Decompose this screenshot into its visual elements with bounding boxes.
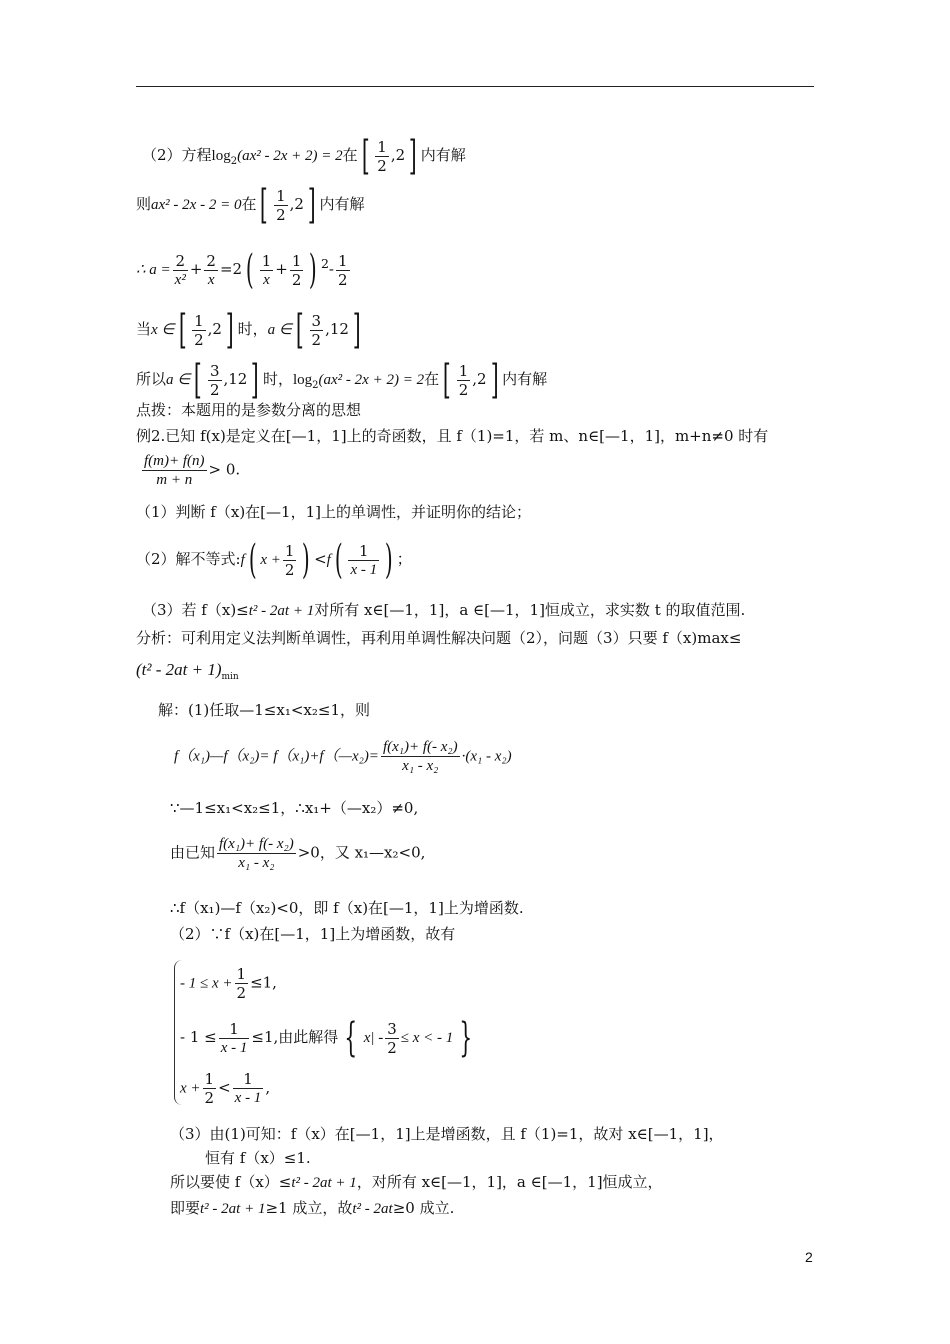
system-row-1: - 1 ≤ x + $\frac{1}{2}$ ≤1,: [180, 965, 277, 1002]
line-final: 即要t² - 2at + 1≥1 成立，故t² - 2at≥0 成立.: [170, 1199, 455, 1217]
line-min-expression: $(t^2 - 2at + 1)_{min}$: [136, 660, 239, 682]
line-because: ∵—1≤x₁<x₂≤1，∴x₁+（—x₂）≠0,: [170, 799, 419, 817]
hint-text: 点拨：本题用的是参数分离的思想: [136, 401, 362, 419]
line-therefore-increasing: ∴f（x₁)—f（x₂)<0，即 f（x)在[—1，1]上为增函数.: [170, 899, 524, 917]
line-equation-quadratic: 则ax² - 2x - 2 = 0在[ $\frac{1}{2}$ ,2] 内有解: [136, 182, 365, 228]
line-when-x: 当x ∈[ $\frac{1}{2}$ ,2] 时，a ∈[ $\frac{3}{2}$ ,12]: [136, 307, 361, 353]
line-conclusion: 所以a ∈[ $\frac{3}{2}$ ,12] 时，$\log_2(ax^2 - 2x + 2) = 2$在[ $\frac{1}{2}$ ,2] 内有解: [136, 357, 548, 403]
example-2-statement: 例2.已知 f(x)是定义在[—1，1]上的奇函数，且 f（1)=1，若 m、n∈[—1，1]，m+n≠0 时有: [136, 427, 769, 445]
part-2-solution: （2）∵f（x)在[—1，1]上为增函数，故有: [170, 925, 456, 943]
header-rule: [136, 86, 814, 87]
analysis-text: 分析：可利用定义法判断单调性，再利用单调性解决问题（2），问题（3）只要 f（x)max≤: [136, 629, 742, 647]
line-requirement: 所以要使 f（x）≤t² - 2at + 1，对所有 x∈[—1，1]，a ∈[—1，1]恒成立，: [170, 1173, 663, 1191]
part-3-solution: （3）由(1)可知：f（x）在[—1，1]上是增函数，且 f（1)=1，故对 x∈[—1，1]，: [170, 1125, 724, 1143]
line-a-expression: ∴ a = $\frac{2}{\text{x²}}$ + $\frac{2}{x}$ =2( $\frac{1}{x}$ + $\frac{1}{2}$ ) $^2$- $\frac{1}{2}$: [136, 247, 348, 293]
line-difference: f（x₁)—f（x₂)= f（x₁)+f（—x₂)= $\frac{\text{f(x₁)+ f(- x₂)}}{\text{x₁ - x₂}}$ ·(x₁ - x₂): [174, 739, 512, 774]
system-row-3: x + $\frac{1}{2}$ < $\frac{1}{x - 1}$ ,: [180, 1070, 271, 1107]
page-number: 2: [805, 1249, 813, 1265]
line-equation-log: （2）方程$\log_2(ax^2 - 2x + 2) = 2$在[ $\frac{1}{2}$ ,2] 内有解: [142, 133, 466, 179]
question-3: （3）若 f（x)≤t² - 2at + 1对所有 x∈[—1，1]，a ∈[—1，1]恒成立，求实数 t 的取值范围.: [142, 601, 746, 619]
solution-start: 解：(1)任取—1≤x₁<x₂≤1，则: [158, 701, 370, 719]
line-fraction-condition: $\frac{f(m)+ f(n)}{m + n}$ > 0.: [144, 453, 241, 488]
question-2: （2）解不等式:f( x + $\frac{1}{2}$ ) <f( $\frac{1}{x - 1}$ ) ；: [136, 537, 412, 583]
question-1: （1）判断 f（x)在[—1，1]上的单调性，并证明你的结论；: [136, 503, 531, 521]
line-known: 由已知 $\frac{\text{f(x₁)+ f(- x₂)}}{\text{x₁ - x₂}}$ >0，又 x₁—x₂<0,: [170, 836, 426, 871]
line-always: 恒有 f（x）≤1.: [205, 1149, 311, 1167]
system-row-2: - 1 ≤ $\frac{1}{x - 1}$ ≤1,由此解得 { x| - $\frac{3}{2}$ ≤ x < - 1 }: [180, 1015, 473, 1061]
